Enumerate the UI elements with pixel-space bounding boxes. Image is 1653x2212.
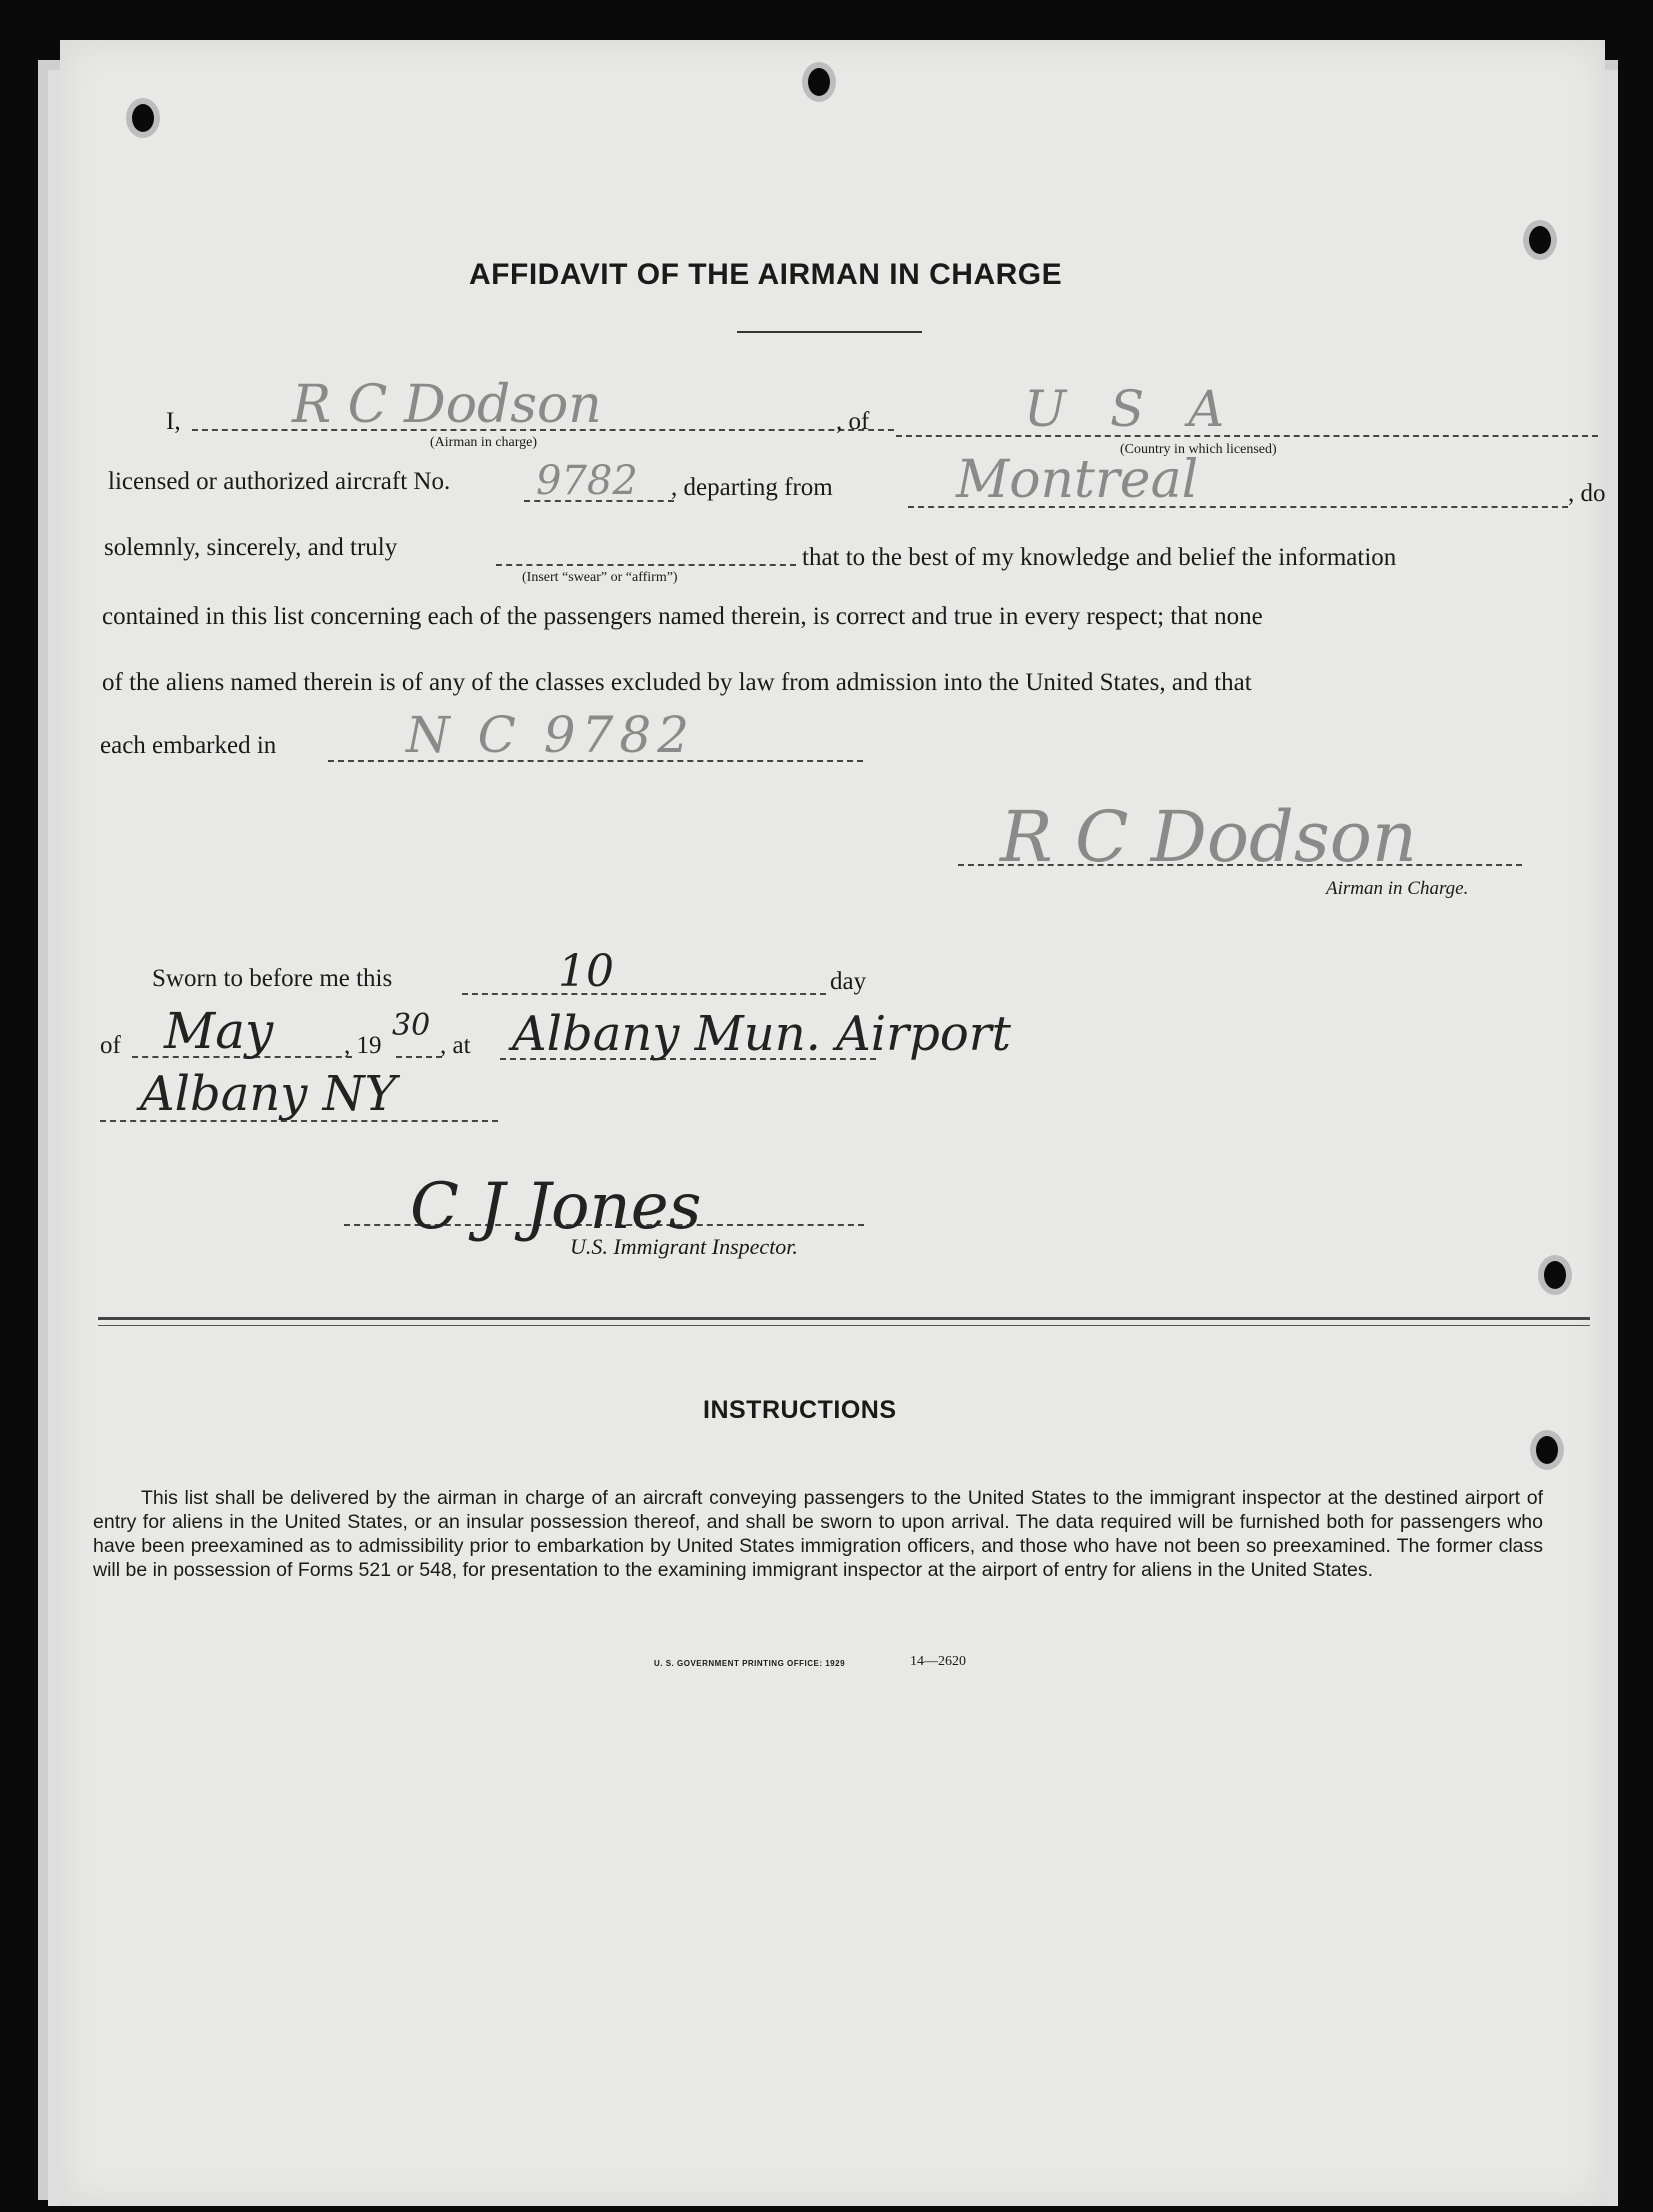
label-at: , at <box>440 1032 471 1059</box>
country-caption: (Country in which licensed) <box>1120 442 1277 457</box>
form-number: 14—2620 <box>910 1654 966 1669</box>
printing-office-note: U. S. GOVERNMENT PRINTING OFFICE: 1929 <box>654 1659 846 1668</box>
place-handwritten: Albany Mun. Airport <box>512 1006 1011 1062</box>
inspector-caption: U.S. Immigrant Inspector. <box>570 1234 798 1259</box>
label-departing: , departing from <box>671 474 833 501</box>
inspector-signature-handwritten: C J Jones <box>410 1170 702 1244</box>
label-licensed: licensed or authorized aircraft No. <box>108 468 451 495</box>
airman-signature-caption: Airman in Charge. <box>1326 878 1469 899</box>
punch-hole-icon <box>1523 220 1557 260</box>
label-day: day <box>830 968 867 995</box>
title-rule <box>737 331 922 333</box>
punch-hole-icon <box>802 62 836 102</box>
country-line <box>896 435 1598 437</box>
section-divider <box>98 1317 1590 1320</box>
aircraft-no-handwritten: 9782 <box>536 458 638 504</box>
label-embarked: each embarked in <box>100 732 277 759</box>
departing-from-handwritten: Montreal <box>956 450 1199 510</box>
year-line <box>396 1056 442 1058</box>
month-handwritten: May <box>164 1002 274 1060</box>
place-handwritten-2: Albany NY <box>140 1066 397 1122</box>
label-of: , of <box>836 408 870 435</box>
form-title: AFFIDAVIT OF THE AIRMAN IN CHARGE <box>469 258 1063 291</box>
swear-caption: (Insert “swear” or “affirm”) <box>522 570 678 585</box>
country-handwritten: U S A <box>1024 380 1239 438</box>
punch-hole-icon <box>1530 1430 1564 1470</box>
label-i: I, <box>166 408 181 435</box>
instructions-body: This list shall be delivered by the airman in charge of an aircraft conveying passengers to the United States to the immigrant inspector at the destined airport of entry for aliens in the United States, or an insular possession thereof, and shall be sworn to upon arrival. The data required will be furnished both for passengers who have been preexamined as to admissibility prior to embarkation by United States immigration officers, and those who have not been so preexamined. The former class will be in possession of Forms 521 or 548, for presentation to the examining immigrant inspector at the airport of entry for aliens in the United States. <box>93 1487 1543 1581</box>
instructions-heading: INSTRUCTIONS <box>703 1396 897 1424</box>
label-year: , 19 <box>344 1032 382 1059</box>
year-handwritten: 30 <box>392 1008 431 1043</box>
affidavit-text-line4: contained in this list concerning each of the passengers named therein, is correct and true in every respect; that none <box>102 603 1263 630</box>
label-best-knowledge: that to the best of my knowledge and belief the information <box>802 544 1397 571</box>
label-do: , do <box>1568 480 1606 507</box>
section-divider <box>98 1325 1590 1326</box>
affidavit-page <box>60 40 1605 2205</box>
embarked-in-handwritten: N C 9782 <box>406 706 696 764</box>
punch-hole-icon <box>126 98 160 138</box>
label-solemnly: solemnly, sincerely, and truly <box>104 534 398 561</box>
affidavit-text-line5: of the aliens named therein is of any of the classes excluded by law from admission into the United States, and that <box>102 669 1252 696</box>
label-of-month: of <box>100 1032 121 1059</box>
punch-hole-icon <box>1538 1255 1572 1295</box>
label-sworn: Sworn to before me this <box>152 965 393 992</box>
day-handwritten: 10 <box>558 946 614 997</box>
airman-caption: (Airman in charge) <box>430 435 538 450</box>
airman-name-handwritten: R C Dodson <box>292 375 602 435</box>
day-line <box>462 993 826 995</box>
airman-signature-handwritten: R C Dodson <box>1000 796 1417 878</box>
swear-affirm-line <box>496 564 796 566</box>
